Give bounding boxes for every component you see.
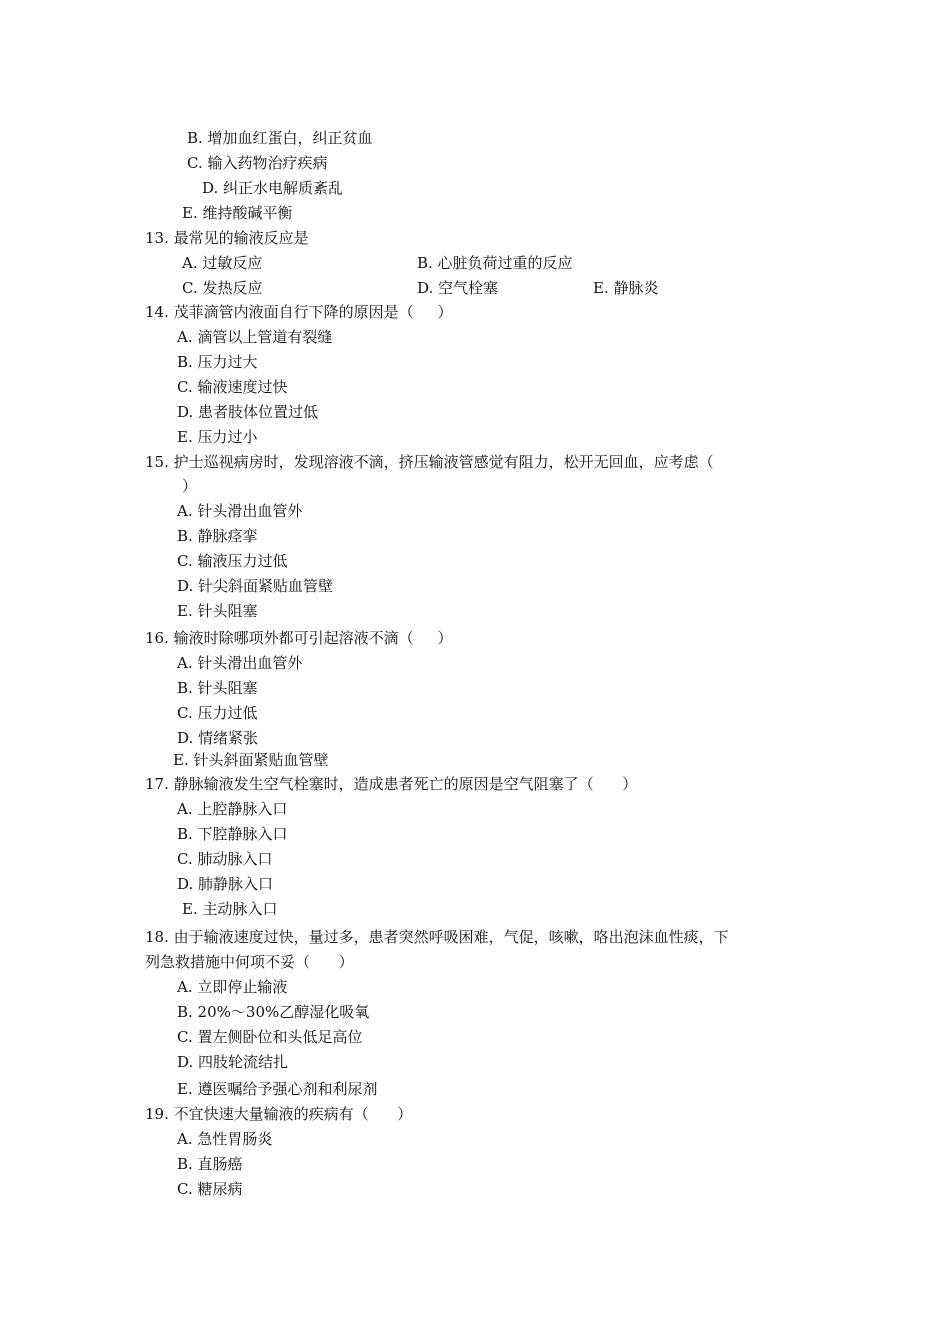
- option-q12-b: B. 增加血红蛋白，纠正贫血: [187, 129, 373, 147]
- option-q18-e: E. 遵医嘱给予强心剂和利尿剂: [177, 1080, 378, 1098]
- option-q13-c: C. 发热反应: [182, 279, 263, 297]
- option-q19-c: C. 糖尿病: [177, 1180, 243, 1198]
- question-17-stem: 17. 静脉输液发生空气栓塞时，造成患者死亡的原因是空气阻塞了（ ）: [145, 775, 638, 793]
- option-q14-b: B. 压力过大: [177, 353, 258, 371]
- option-q13-a: A. 过敏反应: [182, 254, 263, 272]
- question-18-stem: 18. 由于输液速度过快，量过多，患者突然呼吸困难，气促，咳嗽，咯出泡沫血性痰，下: [145, 928, 729, 946]
- option-q17-b: B. 下腔静脉入口: [177, 825, 288, 843]
- question-15-stem-cont: ）: [182, 477, 198, 495]
- option-q18-c: C. 置左侧卧位和头低足高位: [177, 1028, 363, 1046]
- option-q19-a: A. 急性胃肠炎: [177, 1130, 273, 1148]
- option-q19-b: B. 直肠癌: [177, 1155, 243, 1173]
- option-q17-e: E. 主动脉入口: [182, 900, 278, 918]
- question-13-stem: 13. 最常见的输液反应是: [145, 229, 309, 247]
- option-q15-b: B. 静脉痉挛: [177, 527, 258, 545]
- option-q17-a: A. 上腔静脉入口: [177, 800, 288, 818]
- option-q17-c: C. 肺动脉入口: [177, 850, 273, 868]
- option-q12-e: E. 维持酸碱平衡: [182, 204, 293, 222]
- option-q15-e: E. 针头阻塞: [177, 602, 258, 620]
- option-q12-c: C. 输入药物治疗疾病: [187, 154, 328, 172]
- question-14-stem: 14. 茂菲滴管内液面自行下降的原因是（ ）: [145, 303, 453, 321]
- option-q14-a: A. 滴管以上管道有裂缝: [177, 328, 333, 346]
- option-q15-d: D. 针尖斜面紧贴血管壁: [177, 577, 334, 595]
- option-q16-a: A. 针头滑出血管外: [177, 654, 303, 672]
- option-q13-b: B. 心脏负荷过重的反应: [417, 254, 573, 272]
- option-q16-b: B. 针头阻塞: [177, 679, 258, 697]
- option-q16-e: E. 针头斜面紧贴血管壁: [173, 751, 329, 769]
- option-q17-d: D. 肺静脉入口: [177, 875, 274, 893]
- question-15-stem: 15. 护士巡视病房时，发现溶液不滴，挤压输液管感觉有阻力，松开无回血，应考虑（: [145, 453, 714, 471]
- option-q18-b: B. 20%～30%乙醇湿化吸氧: [177, 1003, 370, 1021]
- question-19-stem: 19. 不宜快速大量输液的疾病有（ ）: [145, 1105, 413, 1123]
- option-q13-d: D. 空气栓塞: [417, 279, 499, 297]
- option-q13-e: E. 静脉炎: [593, 279, 659, 297]
- option-q18-a: A. 立即停止输液: [177, 978, 288, 996]
- option-q14-d: D. 患者肢体位置过低: [177, 403, 319, 421]
- option-q14-c: C. 输液速度过快: [177, 378, 288, 396]
- option-q12-d: D. 纠正水电解质紊乱: [202, 179, 344, 197]
- question-18-stem-cont: 列急救措施中何项不妥（ ）: [145, 953, 354, 971]
- option-q18-d: D. 四肢轮流结扎: [177, 1053, 289, 1071]
- option-q14-e: E. 压力过小: [177, 428, 258, 446]
- option-q16-d: D. 情绪紧张: [177, 729, 259, 747]
- option-q16-c: C. 压力过低: [177, 704, 258, 722]
- option-q15-a: A. 针头滑出血管外: [177, 502, 303, 520]
- question-16-stem: 16. 输液时除哪项外都可引起溶液不滴（ ）: [145, 629, 453, 647]
- option-q15-c: C. 输液压力过低: [177, 552, 288, 570]
